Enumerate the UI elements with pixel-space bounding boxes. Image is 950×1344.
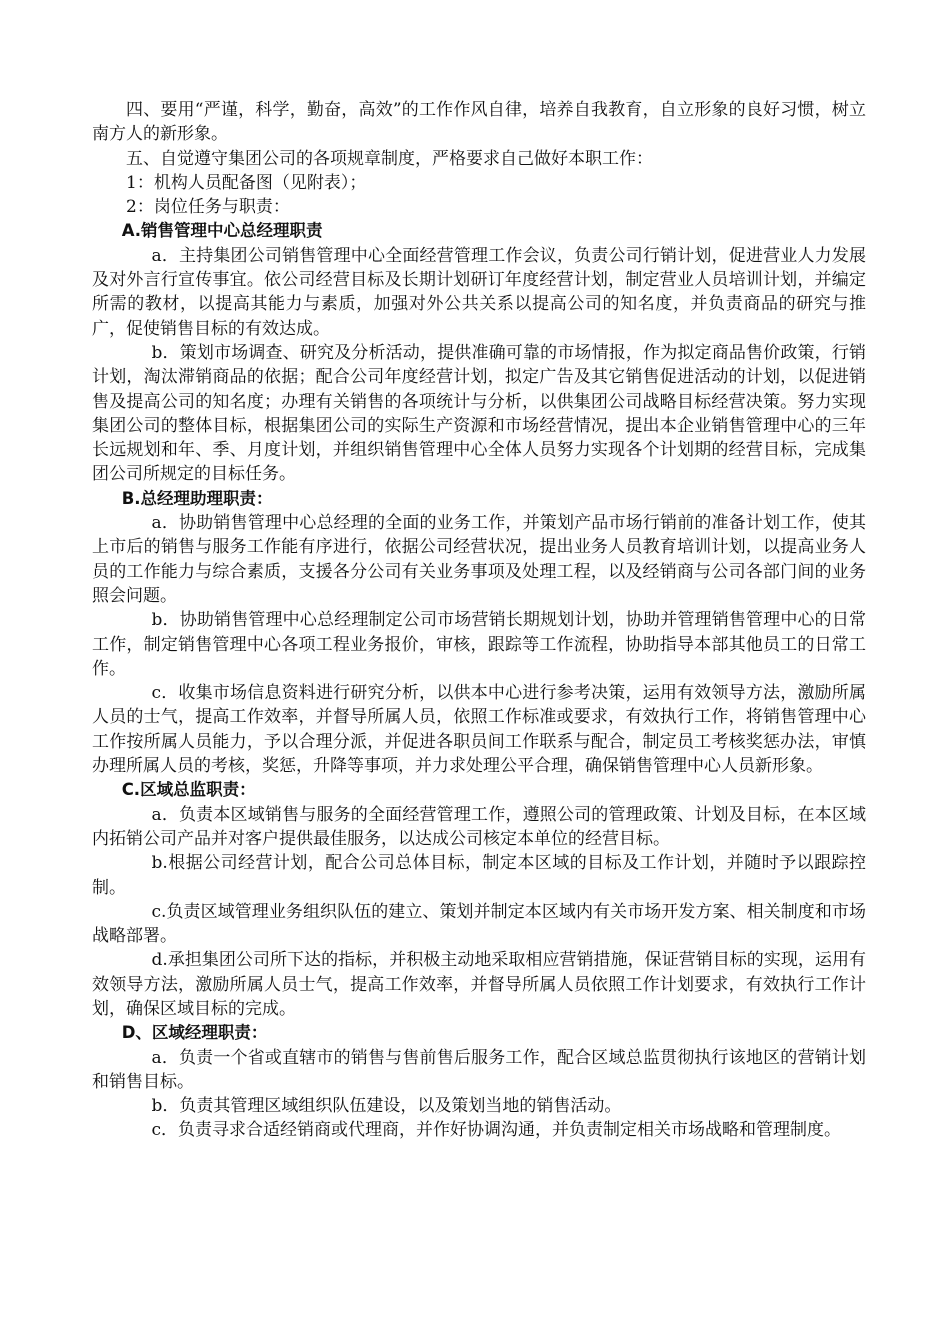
manager-duty-b: b．负责其管理区域组织队伍建设，以及策划当地的销售活动。 [151,1096,622,1117]
document-page [92,98,866,1143]
gm-duty-b: b．策划市场调查、研究及分析活动，提供准确可靠的市场情报，作为拟定商品售价政策，行销计划，淘汰滞销商品的依据；配合公司年度经营计划，拟定广告及其它销售促进活动的计划，以促进销售及提高公司的知名度；办理有关销售的各项统计与分析，以供集团公司战略目标经营决策。努力实现集团公司的整体目标，根据集团公司的实际生产资源和市场经营情况，提出本企业销售管理中心的三年长远规划和年、季、月度计划，并组织销售管理中心全体人员努力实现各个计划期的经营目标，完成集团公司所规定的目标任务。 [92,342,866,485]
section-heading-assistant: B.总经理助理职责： [121,488,273,508]
manager-duty-c: c．负责寻求合适经销商或代理商，并作好协调沟通，并负责制定相关市场战略和管理制度。 [151,1120,842,1141]
director-duty-c: c.负责区域管理业务组织队伍的建立、策划并制定本区域内有关市场开发方案、相关制度和市场战略部署。 [92,901,866,947]
assistant-duty-c: c．收集市场信息资料进行研究分析，以供本中心进行参考决策，运用有效领导方法，激励所属人员的士气，提高工作效率，并督导所属人员，依照工作标准或要求，有效执行工作，将销售管理中心工作按所属人员能力，予以合理分派，并促进各职员间工作联系与配合，制定员工考核奖惩办法，审慎办理所属人员的考核，奖惩，升降等事项，并力求处理公平合理，确保销售管理中心人员新形象。 [92,683,866,777]
assistant-duty-a: a．协助销售管理中心总经理的全面的业务工作，并策划产品市场行销前的准备计划工作，使其上市后的销售与服务工作能有序进行，依据公司经营状况，提出业务人员教育培训计划，以提高业务人员的工作能力与综合素质，支援各分公司有关业务事项及处理工程，以及经销商与公司各部门间的业务照会问题。 [92,513,866,606]
manager-duty-a: a．负责一个省或直辖市的销售与售前售后服务工作，配合区域总监贯彻执行该地区的营销计划和销售目标。 [92,1047,866,1092]
section-heading-regional-manager: D、区域经理职责： [121,1023,268,1043]
paragraph-5-rules: 五、自觉遵守集团公司的各项规章制度，严格要求自己做好本职工作： [126,148,653,169]
assistant-duty-b: b．协助销售管理中心总经理制定公司市场营销长期规划计划，协助并管理销售管理中心的日常工作，制定销售管理中心各项工程业务报价，审核，跟踪等工作流程，协助指导本部其他员工的日常工作。 [92,610,866,679]
director-duty-b: b.根据公司经营计划，配合公司总体目标，制定本区域的目标及工作计划，并随时予以跟踪控制。 [92,853,866,898]
section-heading-gm: A.销售管理中心总经理职责 [121,221,323,241]
paragraph-4-work-style: 四、要用“严谨，科学，勤奋，高效”的工作作风自律，培养自我教育，自立形象的良好习惯，树立南方人的新形象。 [92,100,866,145]
list-item-org-chart: 1：机构人员配备图（见附表）； [126,172,367,193]
director-duty-d: d.承担集团公司所下达的指标，并积极主动地采取相应营销措施，保证营销目标的实现，运用有效领导方法，激励所属人员士气，提高工作效率，并督导所属人员依照工作计划要求，有效执行工作计划，确保区域目标的完成。 [92,950,866,1019]
list-item-duties: 2：岗位任务与职责： [126,197,290,218]
section-heading-regional-director: C.区域总监职责： [121,780,256,800]
gm-duty-a: a．主持集团公司销售管理中心全面经营管理工作会议，负责公司行销计划，促进营业人力发展及对外言行宣传事宜。依公司经营目标及长期计划研订年度经营计划，制定营业人员培训计划，并编定所需的教材，以提高其能力与素质，加强对外公共关系以提高公司的知名度，并负责商品的研究与推广，促使销售目标的有效达成。 [92,245,866,339]
director-duty-a: a．负责本区域销售与服务的全面经营管理工作，遵照公司的管理政策、计划及目标，在本区域内拓销公司产品并对客户提供最佳服务，以达成公司核定本单位的经营目标。 [92,804,866,849]
